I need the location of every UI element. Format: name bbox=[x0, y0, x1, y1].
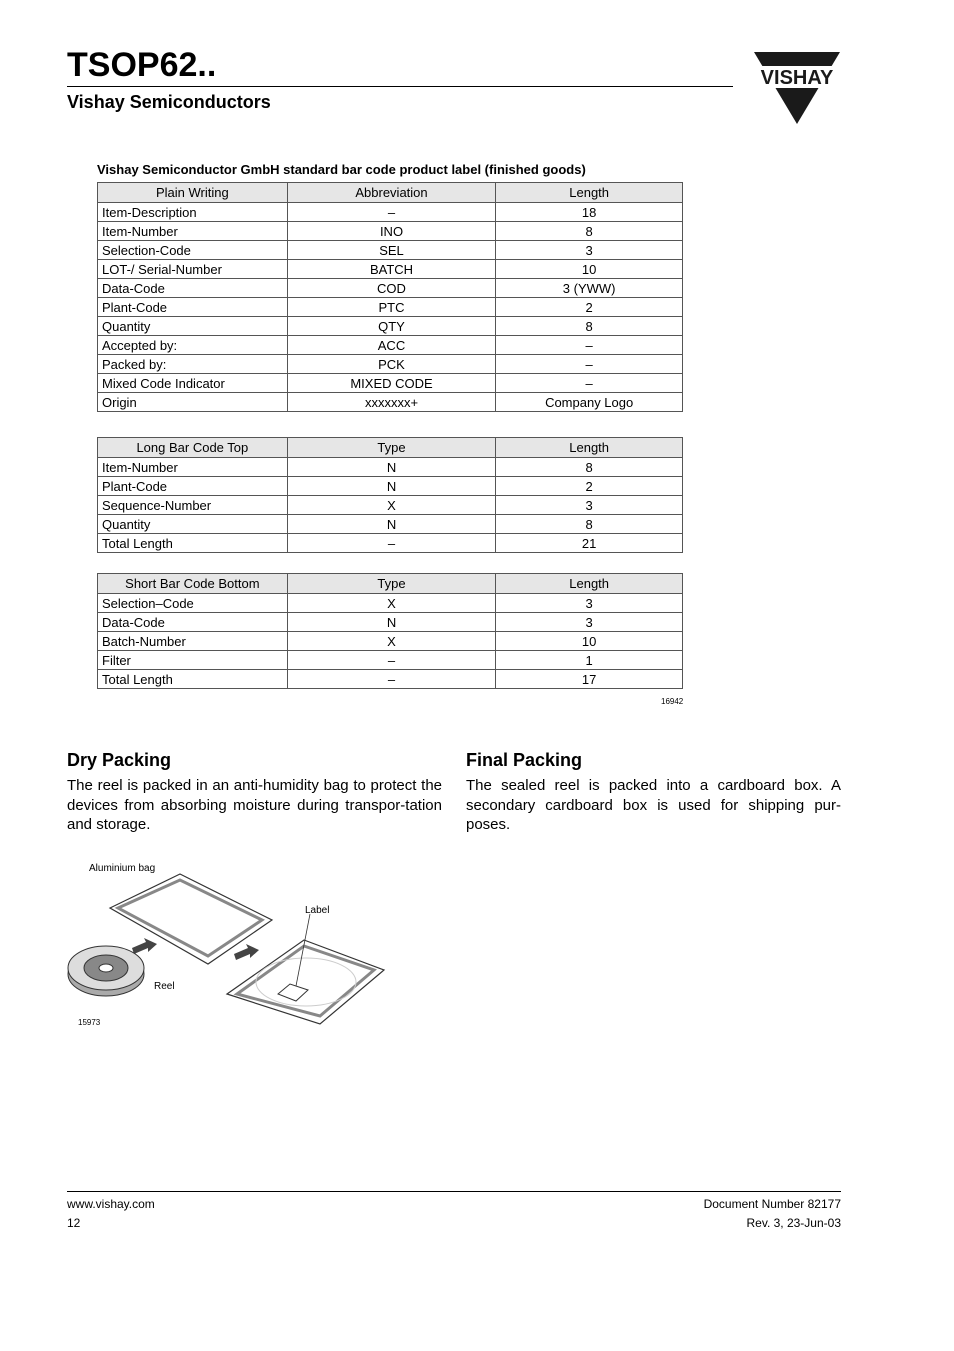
table-cell: N bbox=[287, 477, 496, 496]
table-row bbox=[98, 241, 683, 260]
table-row bbox=[98, 317, 683, 336]
table-cell: Mixed Code Indicator bbox=[98, 374, 288, 393]
table-cell: Batch-Number bbox=[98, 632, 288, 651]
table-cell: Total Length bbox=[98, 670, 288, 689]
table-row bbox=[98, 393, 683, 412]
column-header: Length bbox=[496, 183, 683, 203]
table-cell: Data-Code bbox=[98, 613, 288, 632]
table-cell: Selection–Code bbox=[98, 594, 288, 613]
table-cell: Packed by: bbox=[98, 355, 288, 374]
table-cell: N bbox=[287, 515, 496, 534]
short-bar-code-table bbox=[97, 573, 683, 689]
table-row bbox=[98, 374, 683, 393]
table-cell: 17 bbox=[496, 670, 683, 689]
aluminium-bag-label: Aluminium bag bbox=[89, 863, 156, 874]
table-cell: Plant-Code bbox=[98, 477, 288, 496]
table-row bbox=[98, 477, 683, 496]
table-cell: 3 bbox=[496, 496, 683, 515]
table-row bbox=[98, 355, 683, 374]
table-cell: 21 bbox=[496, 534, 683, 553]
table-cell: Item-Number bbox=[98, 222, 288, 241]
table-row bbox=[98, 594, 683, 613]
final-packing-text: The sealed reel is packed into a cardboard box. A secondary cardboard box is used for shipping pur-poses. bbox=[466, 777, 841, 833]
table-row bbox=[98, 279, 683, 298]
table-cell: – bbox=[287, 670, 496, 689]
table-cell: QTY bbox=[287, 317, 496, 336]
table-cell: Quantity bbox=[98, 515, 288, 534]
table-cell: xxxxxxx+ bbox=[287, 393, 496, 412]
table-row bbox=[98, 203, 683, 222]
column-header: Length bbox=[496, 574, 683, 594]
table-cell: 10 bbox=[496, 632, 683, 651]
table-cell: 3 bbox=[496, 613, 683, 632]
table-cell: – bbox=[496, 336, 683, 355]
table-cell: 18 bbox=[496, 203, 683, 222]
table-cell: – bbox=[496, 355, 683, 374]
table-cell: Data-Code bbox=[98, 279, 288, 298]
table-cell: COD bbox=[287, 279, 496, 298]
label-table-caption: Vishay Semiconductor GmbH standard bar code product label (finished goods) bbox=[97, 162, 586, 177]
table-cell: Sequence-Number bbox=[98, 496, 288, 515]
table-cell: BATCH bbox=[287, 260, 496, 279]
table-cell: 3 (YWW) bbox=[496, 279, 683, 298]
final-packing-heading: Final Packing bbox=[466, 750, 583, 770]
label-callout: Label bbox=[305, 905, 330, 916]
table-cell: 3 bbox=[496, 594, 683, 613]
table-cell: Selection-Code bbox=[98, 241, 288, 260]
table-cell: PCK bbox=[287, 355, 496, 374]
footer-page-number: 12 bbox=[67, 1216, 81, 1230]
table-row bbox=[98, 632, 683, 651]
dry-packing-heading: Dry Packing bbox=[67, 750, 172, 770]
footer-document-number: Document Number 82177 bbox=[703, 1197, 841, 1211]
table-cell: 3 bbox=[496, 241, 683, 260]
table-cell: N bbox=[287, 613, 496, 632]
column-header: Short Bar Code Bottom bbox=[98, 574, 288, 594]
document-subtitle: Vishay Semiconductors bbox=[67, 92, 271, 112]
vishay-logo-text: VISHAY bbox=[760, 67, 834, 89]
long-bar-code-table bbox=[97, 437, 683, 553]
table-row bbox=[98, 260, 683, 279]
header-rule bbox=[67, 86, 733, 87]
table-row bbox=[98, 534, 683, 553]
table-cell: 8 bbox=[496, 222, 683, 241]
table-cell: INO bbox=[287, 222, 496, 241]
table-cell: Accepted by: bbox=[98, 336, 288, 355]
table-cell: Total Length bbox=[98, 534, 288, 553]
table-cell: Origin bbox=[98, 393, 288, 412]
table-cell: Item-Description bbox=[98, 203, 288, 222]
figure-number: 15973 bbox=[78, 1018, 101, 1027]
reel-label: Reel bbox=[154, 981, 175, 992]
table-cell: 8 bbox=[496, 515, 683, 534]
footer-rule bbox=[67, 1191, 841, 1192]
table-cell: Filter bbox=[98, 651, 288, 670]
table-cell: PTC bbox=[287, 298, 496, 317]
column-header: Long Bar Code Top bbox=[98, 438, 288, 458]
table-row bbox=[98, 458, 683, 477]
table-row bbox=[98, 222, 683, 241]
column-header: Plain Writing bbox=[98, 183, 288, 203]
vishay-logo bbox=[752, 50, 842, 126]
table-cell: – bbox=[287, 534, 496, 553]
table-cell: ACC bbox=[287, 336, 496, 355]
table-cell: Quantity bbox=[98, 317, 288, 336]
table-row bbox=[98, 496, 683, 515]
table-cell: Company Logo bbox=[496, 393, 683, 412]
table-cell: 2 bbox=[496, 477, 683, 496]
table-cell: 8 bbox=[496, 317, 683, 336]
table-row bbox=[98, 613, 683, 632]
column-header: Length bbox=[496, 438, 683, 458]
table-cell: N bbox=[287, 458, 496, 477]
table-row bbox=[98, 670, 683, 689]
table-cell: 8 bbox=[496, 458, 683, 477]
table-row bbox=[98, 298, 683, 317]
table-row bbox=[98, 336, 683, 355]
table-cell: 2 bbox=[496, 298, 683, 317]
table-cell: X bbox=[287, 632, 496, 651]
column-header: Type bbox=[287, 438, 496, 458]
column-header: Type bbox=[287, 574, 496, 594]
column-header: Abbreviation bbox=[287, 183, 496, 203]
footer-website: www.vishay.com bbox=[67, 1197, 155, 1211]
packing-illustration bbox=[62, 856, 392, 1036]
table-cell: LOT-/ Serial-Number bbox=[98, 260, 288, 279]
table-row bbox=[98, 515, 683, 534]
table-row bbox=[98, 651, 683, 670]
table-cell: X bbox=[287, 496, 496, 515]
table-cell: Item-Number bbox=[98, 458, 288, 477]
label-table bbox=[97, 182, 683, 412]
dry-packing-figure bbox=[62, 856, 392, 1036]
figure-number: 16942 bbox=[661, 697, 684, 706]
table-cell: X bbox=[287, 594, 496, 613]
table-cell: – bbox=[496, 374, 683, 393]
dry-packing-text: The reel is packed in an anti-humidity bag to protect the devices from absorbing moisture during transpor-tation and storage. bbox=[67, 777, 442, 833]
table-cell: – bbox=[287, 651, 496, 670]
table-cell: Plant-Code bbox=[98, 298, 288, 317]
table-cell: – bbox=[287, 203, 496, 222]
footer-revision: Rev. 3, 23-Jun-03 bbox=[746, 1216, 841, 1230]
table-cell: 10 bbox=[496, 260, 683, 279]
table-cell: MIXED CODE bbox=[287, 374, 496, 393]
table-cell: SEL bbox=[287, 241, 496, 260]
table-cell: 1 bbox=[496, 651, 683, 670]
document-title: TSOP62.. bbox=[67, 46, 217, 84]
